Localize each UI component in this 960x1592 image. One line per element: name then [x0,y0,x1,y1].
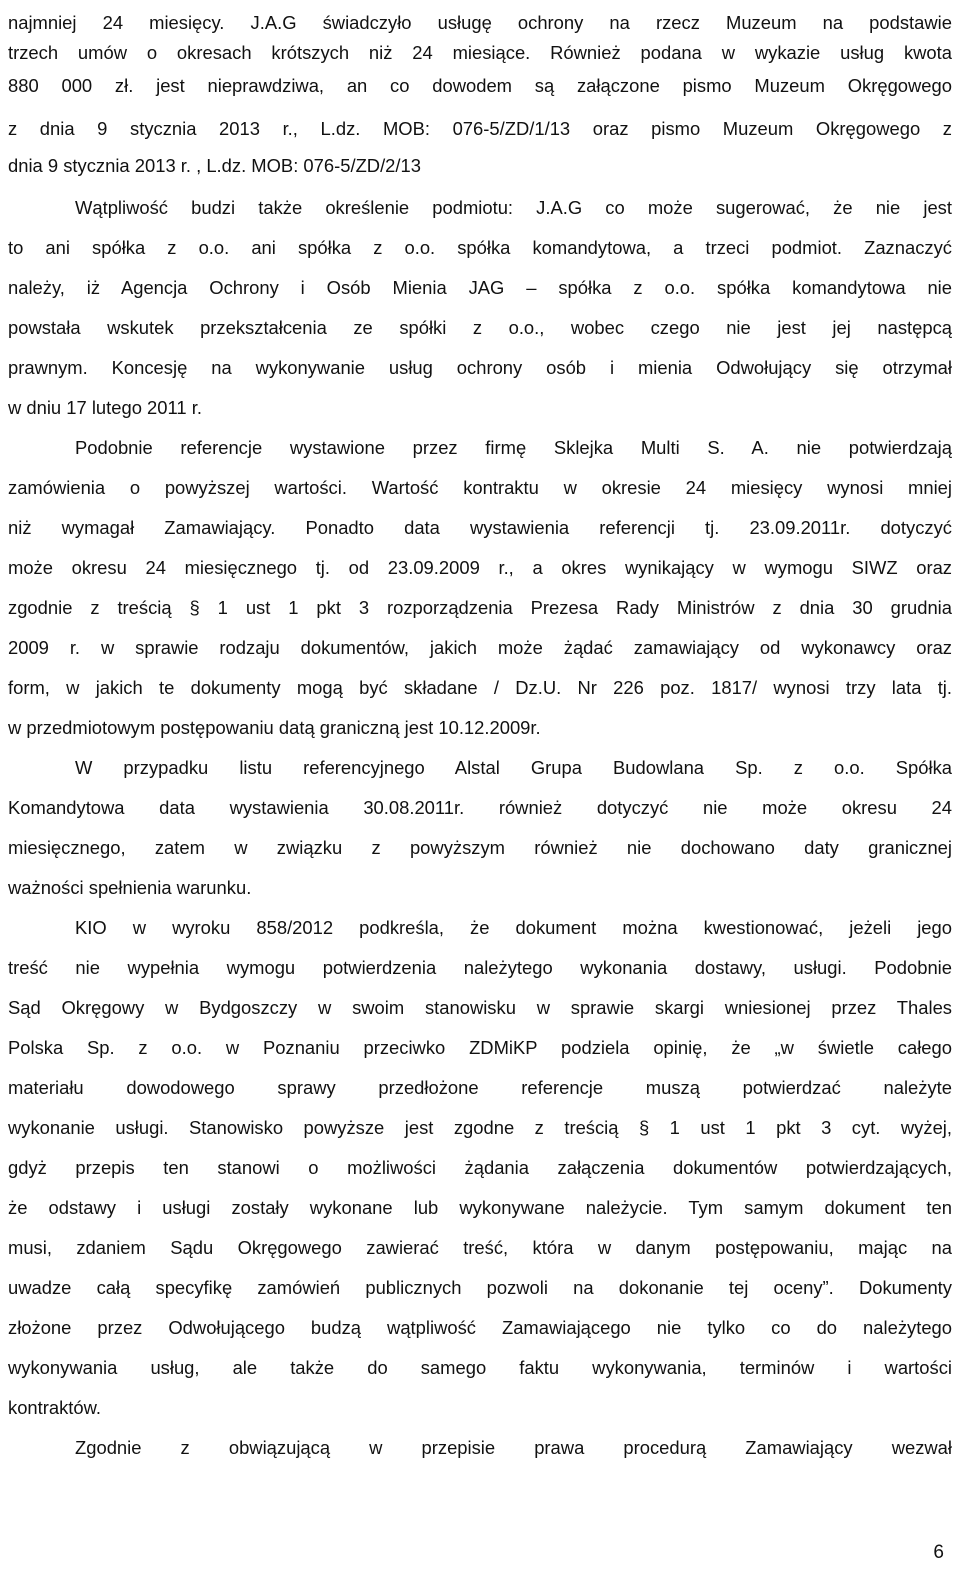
text-line: KIO w wyroku 858/2012 podkreśla, że dokument można kwestionować, jeżeli jego [75,917,952,938]
text-line: ważności spełnienia warunku. [8,877,252,898]
text-line: Wątpliwość budzi także określenie podmiotu: J.A.G co może sugerować, że nie jest [75,197,952,218]
text-line: musi, zdaniem Sądu Okręgowego zawierać treść, która w danym postępowaniu, mając na [8,1237,952,1258]
text-line: miesięcznego, zatem w związku z powyższym również nie dochowano daty granicznej [8,837,952,858]
text-line: 880 000 zł. jest nieprawdziwa, an co dowodem są załączone pismo Muzeum Okręgowego [8,75,952,96]
text-line: Polska Sp. z o.o. w Poznaniu przeciwko ZDMiKP podziela opinię, że „w świetle całego [8,1037,952,1058]
text-line: Sąd Okręgowy w Bydgoszczy w swoim stanowisku w sprawie skargi wniesionej przez Thales [8,997,952,1018]
text-line: uwadze całą specyfikę zamówień publicznych pozwoli na dokonanie tej oceny”. Dokumenty [8,1277,952,1298]
text-line: to ani spółka z o.o. ani spółka z o.o. spółka komandytowa, a trzeci podmiot. Zaznaczyć [8,237,952,258]
text-line: Zgodnie z obwiązującą w przepisie prawa procedurą Zamawiający wezwał [75,1437,952,1458]
text-line: gdyż przepis ten stanowi o możliwości żądania załączenia dokumentów potwierdzających, [8,1157,952,1178]
text-line: najmniej 24 miesięcy. J.A.G świadczyło usługę ochrony na rzecz Muzeum na podstawie [8,12,952,33]
text-line: dnia 9 stycznia 2013 r. , L.dz. MOB: 076-5/ZD/2/13 [8,155,421,176]
text-line: treść nie wypełnia wymogu potwierdzenia należytego wykonania dostawy, usługi. Podobnie [8,957,952,978]
text-line: należy, iż Agencja Ochrony i Osób Mienia JAG ‒ spółka z o.o. spółka komandytowa nie [8,277,952,298]
page-number: 6 [933,1542,944,1563]
text-line: wykonanie usługi. Stanowisko powyższe jest zgodne z treścią § 1 ust 1 pkt 3 cyt. wyżej, [8,1117,952,1138]
text-line: złożone przez Odwołującego budzą wątpliwość Zamawiającego nie tylko co do należytego [8,1317,952,1338]
text-line: w dniu 17 lutego 2011 r. [8,397,202,418]
text-line: Komandytowa data wystawienia 30.08.2011r. również dotyczyć nie może okresu 24 [8,797,952,818]
text-line: może okresu 24 miesięcznego tj. od 23.09.2009 r., a okres wynikający w wymogu SIWZ oraz [8,557,952,578]
text-line: wykonywania usług, ale także do samego faktu wykonywania, terminów i wartości [8,1357,952,1378]
text-line: z dnia 9 stycznia 2013 r., L.dz. MOB: 076-5/ZD/1/13 oraz pismo Muzeum Okręgowego z [8,118,952,139]
text-line: że odstawy i usługi zostały wykonane lub wykonywane należycie. Tym samym dokument ten [8,1197,952,1218]
text-line: w przedmiotowym postępowaniu datą graniczną jest 10.12.2009r. [8,717,541,738]
text-line: form, w jakich te dokumenty mogą być składane / Dz.U. Nr 226 poz. 1817/ wynosi trzy lata tj. [8,677,952,698]
text-line: materiału dowodowego sprawy przedłożone referencje muszą potwierdzać należyte [8,1077,952,1098]
text-line: kontraktów. [8,1397,102,1418]
text-line: zgodnie z treścią § 1 ust 1 pkt 3 rozporządzenia Prezesa Rady Ministrów z dnia 30 grudnia [8,597,952,618]
text-line: niż wymagał Zamawiający. Ponadto data wystawienia referencji tj. 23.09.2011r. dotyczyć [8,517,952,538]
text-line: trzech umów o okresach krótszych niż 24 miesiące. Również podana w wykazie usług kwota [8,42,952,63]
text-line: prawnym. Koncesję na wykonywanie usług ochrony osób i mienia Odwołujący się otrzymał [8,357,952,378]
text-line: Podobnie referencje wystawione przez firmę Sklejka Multi S. A. nie potwierdzają [75,437,952,458]
text-line: zamówienia o powyższej wartości. Wartość kontraktu w okresie 24 miesięcy wynosi mniej [8,477,952,498]
text-line: powstała wskutek przekształcenia ze spółki z o.o., wobec czego nie jest jej następcą [8,317,952,338]
text-line: 2009 r. w sprawie rodzaju dokumentów, jakich może żądać zamawiający od wykonawcy oraz [8,637,952,658]
text-line: W przypadku listu referencyjnego Alstal Grupa Budowlana Sp. z o.o. Spółka [75,757,952,778]
